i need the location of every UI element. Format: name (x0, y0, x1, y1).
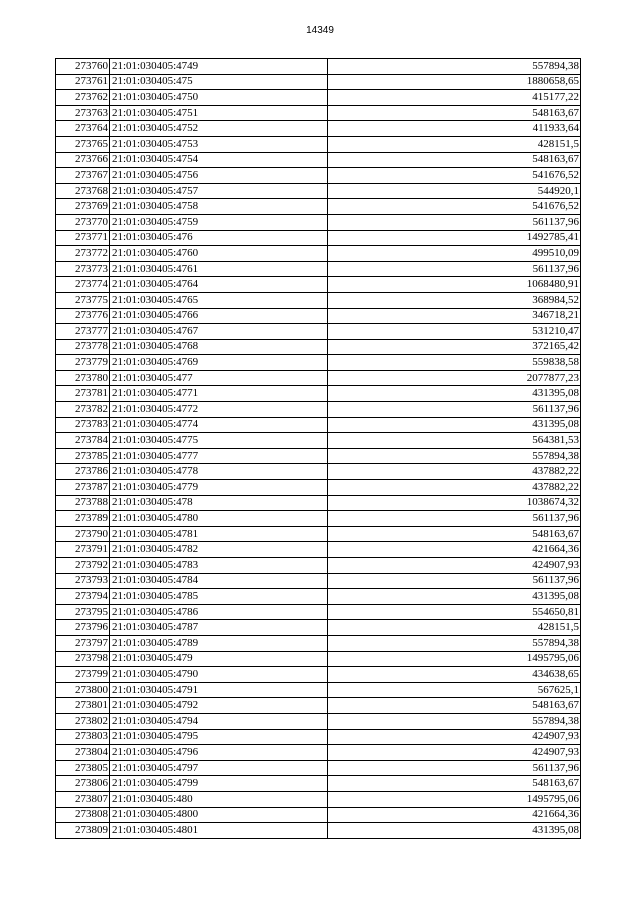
table-row (56, 214, 581, 230)
cadastral-value: 1038674,32 (328, 495, 581, 511)
cadastral-number: 21:01:030405:4765 (110, 292, 328, 308)
cadastral-number: 21:01:030405:4764 (110, 277, 328, 293)
table-row (56, 511, 581, 527)
table-row (56, 230, 581, 246)
cadastral-value: 548163,67 (328, 105, 581, 121)
table-row (56, 386, 581, 402)
table-row (56, 542, 581, 558)
table-row (56, 448, 581, 464)
table-row (56, 355, 581, 371)
table-row (56, 324, 581, 340)
table-row (56, 635, 581, 651)
row-id: 273804 (56, 745, 110, 761)
table-row (56, 152, 581, 168)
row-id: 273764 (56, 121, 110, 137)
table-row (56, 682, 581, 698)
cadastral-number: 21:01:030405:4775 (110, 433, 328, 449)
table-row (56, 464, 581, 480)
table-row (56, 823, 581, 839)
row-id: 273788 (56, 495, 110, 511)
row-id: 273796 (56, 620, 110, 636)
table-row (56, 105, 581, 121)
row-id: 273780 (56, 370, 110, 386)
row-id: 273797 (56, 635, 110, 651)
row-id: 273787 (56, 480, 110, 496)
table-row (56, 74, 581, 90)
cadastral-value: 499510,09 (328, 246, 581, 262)
table-row (56, 433, 581, 449)
row-id: 273808 (56, 807, 110, 823)
row-id: 273763 (56, 105, 110, 121)
row-id: 273778 (56, 339, 110, 355)
table-row (56, 558, 581, 574)
cadastral-number: 21:01:030405:4750 (110, 90, 328, 106)
table-row (56, 308, 581, 324)
cadastral-value: 434638,65 (328, 667, 581, 683)
cadastral-value: 2077877,23 (328, 370, 581, 386)
row-id: 273772 (56, 246, 110, 262)
table-row (56, 339, 581, 355)
cadastral-number: 21:01:030405:480 (110, 791, 328, 807)
table-body (56, 59, 581, 839)
cadastral-number: 21:01:030405:4787 (110, 620, 328, 636)
cadastral-number: 21:01:030405:4751 (110, 105, 328, 121)
table-row (56, 495, 581, 511)
cadastral-number: 21:01:030405:4771 (110, 386, 328, 402)
table-row (56, 604, 581, 620)
cadastral-number: 21:01:030405:4774 (110, 417, 328, 433)
table-row (56, 121, 581, 137)
cadastral-number: 21:01:030405:4801 (110, 823, 328, 839)
cadastral-number: 21:01:030405:4789 (110, 635, 328, 651)
cadastral-number: 21:01:030405:4800 (110, 807, 328, 823)
row-id: 273771 (56, 230, 110, 246)
cadastral-value: 431395,08 (328, 823, 581, 839)
cadastral-number: 21:01:030405:4767 (110, 324, 328, 340)
table-row (56, 698, 581, 714)
cadastral-value: 548163,67 (328, 698, 581, 714)
cadastral-value: 372165,42 (328, 339, 581, 355)
cadastral-number: 21:01:030405:4754 (110, 152, 328, 168)
row-id: 273800 (56, 682, 110, 698)
cadastral-number: 21:01:030405:4752 (110, 121, 328, 137)
table-row (56, 760, 581, 776)
row-id: 273766 (56, 152, 110, 168)
table-row (56, 402, 581, 418)
row-id: 273783 (56, 417, 110, 433)
row-id: 273770 (56, 214, 110, 230)
table-row (56, 807, 581, 823)
cadastral-number: 21:01:030405:475 (110, 74, 328, 90)
row-id: 273785 (56, 448, 110, 464)
cadastral-value: 428151,5 (328, 136, 581, 152)
row-id: 273760 (56, 59, 110, 75)
cadastral-value: 1880658,65 (328, 74, 581, 90)
cadastral-number: 21:01:030405:4758 (110, 199, 328, 215)
cadastral-value: 428151,5 (328, 620, 581, 636)
cadastral-value: 561137,96 (328, 760, 581, 776)
cadastral-value: 567625,1 (328, 682, 581, 698)
cadastral-number: 21:01:030405:4795 (110, 729, 328, 745)
row-id: 273802 (56, 713, 110, 729)
row-id: 273779 (56, 355, 110, 371)
table-row (56, 526, 581, 542)
row-id: 273793 (56, 573, 110, 589)
row-id: 273807 (56, 791, 110, 807)
cadastral-number: 21:01:030405:4756 (110, 168, 328, 184)
table-row (56, 417, 581, 433)
cadastral-value: 421664,36 (328, 542, 581, 558)
cadastral-value: 541676,52 (328, 199, 581, 215)
cadastral-number: 21:01:030405:4796 (110, 745, 328, 761)
table-row (56, 277, 581, 293)
row-id: 273762 (56, 90, 110, 106)
cadastral-value: 544920,1 (328, 183, 581, 199)
cadastral-value: 557894,38 (328, 635, 581, 651)
cadastral-number: 21:01:030405:4791 (110, 682, 328, 698)
cadastral-number: 21:01:030405:4780 (110, 511, 328, 527)
table-row (56, 620, 581, 636)
table-row (56, 713, 581, 729)
cadastral-value: 548163,67 (328, 152, 581, 168)
table-row (56, 667, 581, 683)
cadastral-value: 559838,58 (328, 355, 581, 371)
cadastral-number: 21:01:030405:4799 (110, 776, 328, 792)
cadastral-value: 424907,93 (328, 729, 581, 745)
row-id: 273786 (56, 464, 110, 480)
cadastral-value: 561137,96 (328, 511, 581, 527)
cadastral-value: 431395,08 (328, 417, 581, 433)
cadastral-number: 21:01:030405:4794 (110, 713, 328, 729)
cadastral-value: 411933,64 (328, 121, 581, 137)
cadastral-number: 21:01:030405:479 (110, 651, 328, 667)
table-row (56, 183, 581, 199)
row-id: 273790 (56, 526, 110, 542)
cadastral-value: 1495795,06 (328, 651, 581, 667)
row-id: 273795 (56, 604, 110, 620)
cadastral-number: 21:01:030405:4759 (110, 214, 328, 230)
cadastral-number: 21:01:030405:4786 (110, 604, 328, 620)
cadastral-number: 21:01:030405:4784 (110, 573, 328, 589)
cadastral-value: 561137,96 (328, 402, 581, 418)
cadastral-value: 564381,53 (328, 433, 581, 449)
cadastral-number: 21:01:030405:4753 (110, 136, 328, 152)
cadastral-number: 21:01:030405:4783 (110, 558, 328, 574)
table-row (56, 261, 581, 277)
table-row (56, 729, 581, 745)
cadastral-value: 368984,52 (328, 292, 581, 308)
row-id: 273801 (56, 698, 110, 714)
cadastral-number: 21:01:030405:4797 (110, 760, 328, 776)
row-id: 273774 (56, 277, 110, 293)
row-id: 273806 (56, 776, 110, 792)
row-id: 273781 (56, 386, 110, 402)
row-id: 273767 (56, 168, 110, 184)
row-id: 273789 (56, 511, 110, 527)
page-number: 14349 (306, 25, 334, 36)
cadastral-number: 21:01:030405:4782 (110, 542, 328, 558)
cadastral-number: 21:01:030405:4781 (110, 526, 328, 542)
cadastral-number: 21:01:030405:4778 (110, 464, 328, 480)
cadastral-value: 561137,96 (328, 573, 581, 589)
row-id: 273776 (56, 308, 110, 324)
row-id: 273809 (56, 823, 110, 839)
row-id: 273782 (56, 402, 110, 418)
cadastral-value: 1492785,41 (328, 230, 581, 246)
cadastral-value-table (55, 58, 581, 839)
row-id: 273805 (56, 760, 110, 776)
cadastral-value: 431395,08 (328, 386, 581, 402)
table-row (56, 573, 581, 589)
cadastral-number: 21:01:030405:4792 (110, 698, 328, 714)
table-row (56, 136, 581, 152)
row-id: 273803 (56, 729, 110, 745)
cadastral-value: 557894,38 (328, 59, 581, 75)
table-row (56, 59, 581, 75)
row-id: 273792 (56, 558, 110, 574)
table-row (56, 90, 581, 106)
cadastral-number: 21:01:030405:4769 (110, 355, 328, 371)
row-id: 273761 (56, 74, 110, 90)
table-row (56, 745, 581, 761)
row-id: 273768 (56, 183, 110, 199)
row-id: 273799 (56, 667, 110, 683)
cadastral-value: 561137,96 (328, 261, 581, 277)
cadastral-value: 548163,67 (328, 776, 581, 792)
cadastral-value: 437882,22 (328, 464, 581, 480)
row-id: 273773 (56, 261, 110, 277)
table-row (56, 199, 581, 215)
cadastral-number: 21:01:030405:4749 (110, 59, 328, 75)
cadastral-number: 21:01:030405:4785 (110, 589, 328, 605)
row-id: 273794 (56, 589, 110, 605)
table-row (56, 651, 581, 667)
cadastral-number: 21:01:030405:4779 (110, 480, 328, 496)
cadastral-number: 21:01:030405:4777 (110, 448, 328, 464)
row-id: 273775 (56, 292, 110, 308)
row-id: 273769 (56, 199, 110, 215)
row-id: 273784 (56, 433, 110, 449)
cadastral-number: 21:01:030405:4757 (110, 183, 328, 199)
cadastral-value: 1068480,91 (328, 277, 581, 293)
cadastral-number: 21:01:030405:4761 (110, 261, 328, 277)
table-row (56, 589, 581, 605)
table-row (56, 370, 581, 386)
row-id: 273791 (56, 542, 110, 558)
cadastral-number: 21:01:030405:4768 (110, 339, 328, 355)
cadastral-value: 548163,67 (328, 526, 581, 542)
cadastral-number: 21:01:030405:476 (110, 230, 328, 246)
cadastral-value: 431395,08 (328, 589, 581, 605)
cadastral-value: 424907,93 (328, 745, 581, 761)
cadastral-value: 421664,36 (328, 807, 581, 823)
table-row (56, 776, 581, 792)
cadastral-value: 531210,47 (328, 324, 581, 340)
cadastral-value: 437882,22 (328, 480, 581, 496)
cadastral-number: 21:01:030405:4760 (110, 246, 328, 262)
row-id: 273765 (56, 136, 110, 152)
cadastral-number: 21:01:030405:4790 (110, 667, 328, 683)
cadastral-number: 21:01:030405:477 (110, 370, 328, 386)
table-row (56, 791, 581, 807)
table-row (56, 246, 581, 262)
table-row (56, 292, 581, 308)
cadastral-value: 541676,52 (328, 168, 581, 184)
cadastral-value: 557894,38 (328, 448, 581, 464)
cadastral-value: 557894,38 (328, 713, 581, 729)
cadastral-value: 1495795,06 (328, 791, 581, 807)
row-id: 273798 (56, 651, 110, 667)
table-row (56, 480, 581, 496)
cadastral-value: 346718,21 (328, 308, 581, 324)
cadastral-number: 21:01:030405:478 (110, 495, 328, 511)
cadastral-value: 554650,81 (328, 604, 581, 620)
cadastral-value: 561137,96 (328, 214, 581, 230)
cadastral-number: 21:01:030405:4766 (110, 308, 328, 324)
cadastral-value: 415177,22 (328, 90, 581, 106)
row-id: 273777 (56, 324, 110, 340)
cadastral-number: 21:01:030405:4772 (110, 402, 328, 418)
cadastral-value: 424907,93 (328, 558, 581, 574)
table-row (56, 168, 581, 184)
